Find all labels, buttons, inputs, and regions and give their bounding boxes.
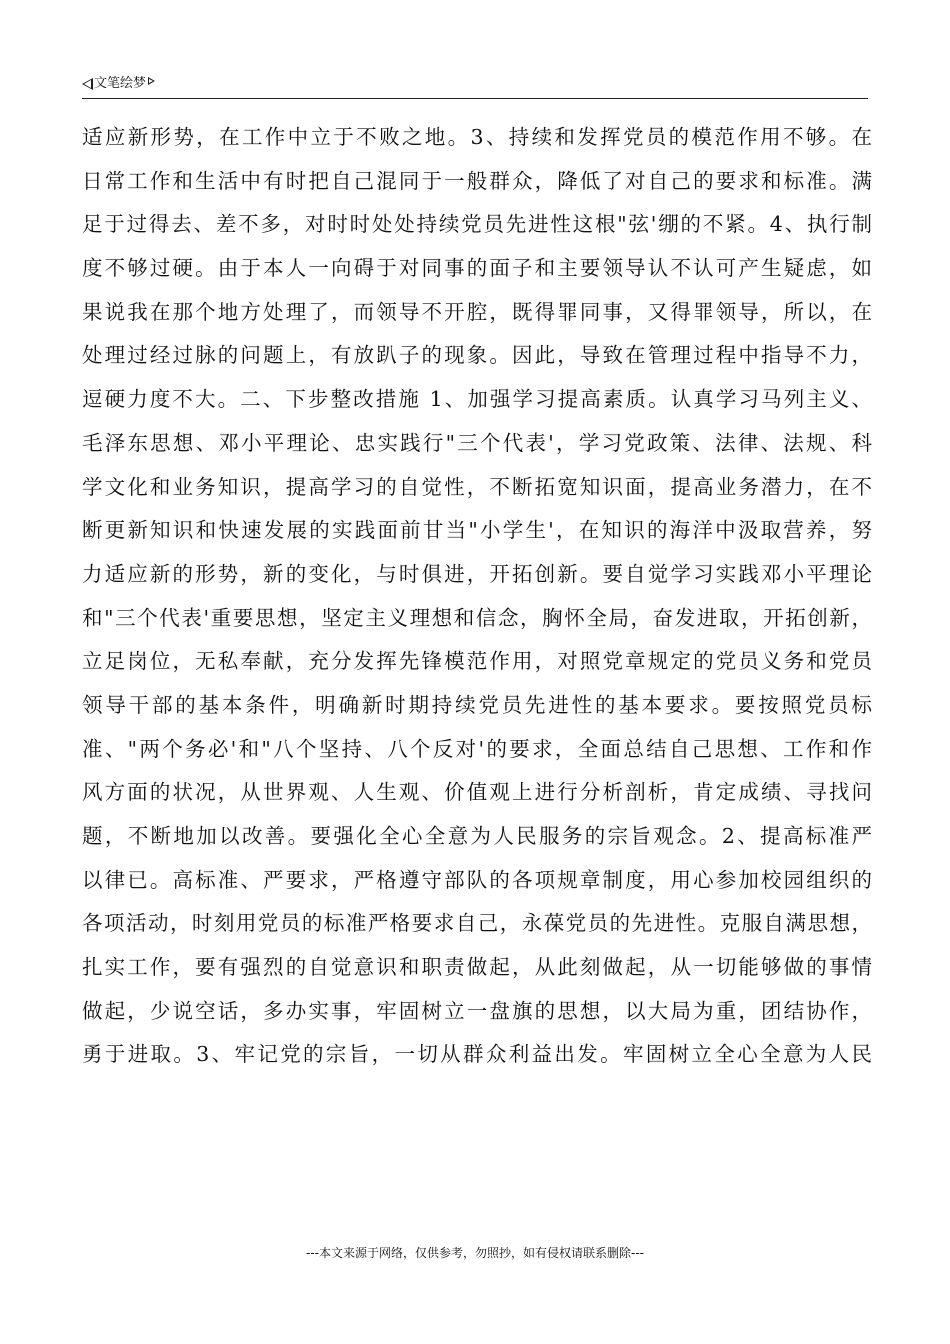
text-line: 做起，少说空话，多办实事，牢固树立一盘旗的思想，以大局为重，团结协作， [82, 998, 872, 1023]
text-line: 领导干部的基本条件，明确新时期持续党员先进性的基本要求。要按照党员标 [82, 692, 872, 717]
text-line: 适应新形势，在工作中立于不败之地。3、持续和发挥党员的模范作用不够。在 [82, 125, 872, 149]
page-header [82, 72, 868, 99]
header-brand [82, 76, 155, 92]
text-line: 以律已。高标准、严要求，严格遵守部队的各项规章制度，用心参加校园组织的 [82, 867, 872, 892]
text-line: 立足岗位，无私奉献，充分发挥先锋模范作用，对照党章规定的党员义务和党员 [82, 649, 872, 674]
text-line: 风方面的状况，从世界观、人生观、价值观上进行分析剖析，肯定成绩、寻找问 [82, 780, 872, 805]
right-triangle-icon [148, 77, 155, 85]
text-line: 扎实工作，要有强烈的自觉意识和职责做起，从此刻做起，从一切能够做的事情 [82, 955, 872, 980]
text-line: 和"三个代表'重要思想，坚定主义理想和信念，胸怀全局，奋发进取，开拓创新， [82, 605, 872, 630]
text-line: 题，不断地加以改善。要强化全心全意为人民服务的宗旨观念。2、提高标准严 [82, 824, 872, 848]
text-line: 力适应新的形势，新的变化，与时俱进，开拓创新。要自觉学习实践邓小平理论 [82, 561, 872, 586]
text-line: 逗硬力度不大。二、下步整改措施 1、加强学习提高素质。认真学习马列主义、 [82, 387, 872, 412]
text-line: 勇于进取。3、牢记党的宗旨，一切从群众利益出发。牢固树立全心全意为人民 [82, 1042, 872, 1067]
text-line: 各项活动，时刻用党员的标准严格要求自己，永葆党员的先进性。克服自满思想， [82, 911, 872, 936]
text-line: 学文化和业务知识，提高学习的自觉性，不断拓宽知识面，提高业务潜力，在不 [82, 474, 872, 499]
text-line: 度不够过硬。由于本人一向碍于对同事的面子和主要领导认不认可产生疑虑，如 [82, 256, 872, 281]
text-line: 足于过得去、差不多，对时时处处持续党员先进性这根"弦'绷的不紧。4、执行制 [82, 212, 872, 237]
text-line: 准、"两个务必'和"八个坚持、八个反对'的要求，全面总结自己思想、工作和作 [82, 736, 872, 761]
text-line: 处理过经过脉的问题上，有放趴子的现象。因此，导致在管理过程中指导不力， [82, 343, 872, 368]
text-line: 果说我在那个地方处理了，而领导不开腔，既得罪同事，又得罪领导，所以，在 [82, 299, 872, 324]
document-body [82, 116, 872, 1077]
text-line: 日常工作和生活中有时把自己混同于一般群众，降低了对自己的要求和标准。满 [82, 168, 872, 193]
brand-label: 文笔绘梦 [94, 76, 147, 91]
footer-notice: ---本文来源于网络，仅供参考，勿照抄，如有侵权请联系删除--- [306, 1246, 644, 1260]
text-line: 毛泽东思想、邓小平理论、忠实践行"三个代表'，学习党政策、法律、法规、科 [82, 430, 872, 455]
left-triangle-icon [82, 78, 93, 90]
text-line: 断更新知识和快速发展的实践面前甘当"小学生'，在知识的海洋中汲取营养，努 [82, 518, 872, 543]
